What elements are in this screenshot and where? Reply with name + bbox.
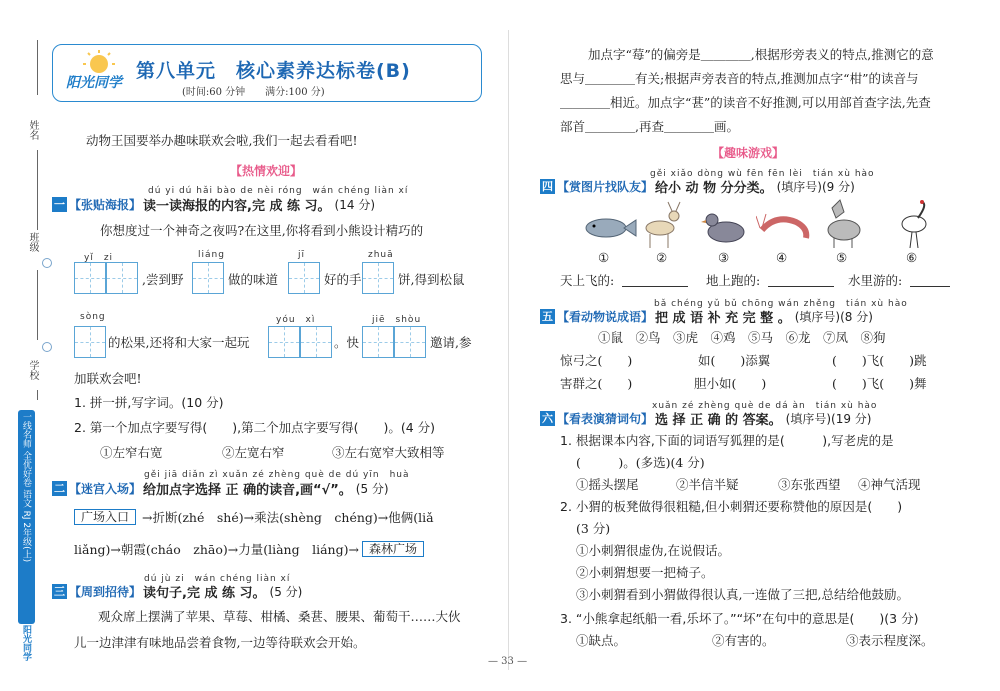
q6-sub2-option[interactable]: ③小刺猬看到小猬做得很认真,一连做了三把,总结给他鼓励。 bbox=[576, 587, 909, 602]
section-heading-games: 【趣味游戏】 bbox=[712, 146, 785, 160]
writing-boxes-youxi[interactable] bbox=[268, 326, 332, 362]
q3-heading bbox=[52, 582, 302, 601]
name-label: 姓名 bbox=[27, 120, 38, 140]
q5-heading bbox=[540, 307, 873, 326]
binding-strip bbox=[0, 0, 60, 691]
writing-box-ji[interactable] bbox=[288, 262, 320, 298]
q4-number: 四 bbox=[542, 180, 553, 193]
q6-sub3-option[interactable]: ③表示程度深。 bbox=[846, 633, 934, 648]
q6-sub2-line1: 2. 小猬的板凳做得很粗糙,但小刺猬还要称赞他的原因是( ) bbox=[560, 499, 903, 514]
q1-sub1: 1. 拼一拼,写字词。(10 分) bbox=[74, 395, 224, 410]
q1-instruction: 读一读海报的内容,完 成 练 习。 bbox=[143, 199, 331, 214]
maze-row2[interactable]: liǎng)→朝霞(cháo zhāo)→力量(liàng liáng)→ bbox=[74, 542, 359, 557]
logo-text: 阳光同学 bbox=[66, 75, 122, 91]
right-passage-line3: ＿＿＿＿相近。加点字“葚”的读音不好推测,可以用部首查字法,先查 bbox=[560, 95, 931, 110]
q6-sub1-option[interactable]: ①摇头摆尾 bbox=[576, 477, 639, 492]
passage-fragment: 好的手 bbox=[324, 272, 362, 287]
pigeon-icon bbox=[698, 206, 753, 250]
writing-box-song[interactable] bbox=[74, 326, 106, 362]
writing-box[interactable] bbox=[394, 326, 426, 358]
q1-passage-line1: 你想度过一个神奇之夜吗?在这里,你将看到小熊设计精巧的 bbox=[100, 223, 424, 238]
q5-pinyin: bǎ chéng yǔ bǔ chōng wán zhěng tián xù hào bbox=[654, 299, 908, 309]
animal-label: ⑤ bbox=[836, 250, 848, 265]
q6-sub2-line2: (3 分) bbox=[576, 521, 611, 536]
q6-sub2-option[interactable]: ①小刺猬很虚伪,在说假话。 bbox=[576, 543, 730, 558]
pinyin-zhua: zhuā bbox=[368, 250, 394, 260]
book-label: 一线名师 全优好卷 语文 RJ 2年级(上) bbox=[18, 410, 35, 624]
pinyin-song: sòng bbox=[80, 312, 106, 322]
q2-heading bbox=[52, 479, 389, 498]
page-subtitle: (时间:60 分钟 满分:100 分) bbox=[182, 87, 325, 98]
passage-line3: 加联欢会吧! bbox=[74, 371, 142, 386]
passage-fragment: 邀请,参 bbox=[430, 335, 472, 350]
q2-tag: 【迷宫入场】 bbox=[69, 482, 142, 496]
maze-end-box: 森林广场 bbox=[362, 541, 424, 557]
category-land-input[interactable] bbox=[768, 274, 834, 287]
q3-tag: 【周到招待】 bbox=[69, 585, 142, 599]
writing-box[interactable] bbox=[74, 326, 106, 358]
q1-option-3[interactable]: ③左右宽窄大致相等 bbox=[332, 445, 445, 460]
passage-fragment: ,尝到野 bbox=[142, 272, 184, 287]
q4-pinyin: gěi xiǎo dòng wù fēn fēn lèi tián xù hào bbox=[650, 169, 875, 179]
q5-score: (填序号)(8 分) bbox=[794, 310, 873, 324]
page-divider bbox=[508, 30, 509, 670]
animal-label: ⑥ bbox=[906, 250, 918, 265]
q1-option-1[interactable]: ①左窄右宽 bbox=[100, 445, 163, 460]
q6-sub3-option[interactable]: ①缺点。 bbox=[576, 633, 627, 648]
fish-icon bbox=[578, 200, 638, 250]
q3-score: (5 分) bbox=[269, 585, 303, 599]
binding-hole bbox=[42, 258, 52, 268]
passage-fragment: 做的味道 bbox=[228, 272, 279, 287]
q2-pinyin: gěi jiā diǎn zì xuǎn zé zhèng què de dú yīn huà bbox=[144, 470, 410, 480]
pinyin-youxi: yóu xì bbox=[276, 315, 316, 325]
q1-pinyin: dú yi dú hǎi bào de nèi róng wán chéng liàn xí bbox=[148, 186, 409, 196]
shrimp-icon bbox=[756, 210, 812, 246]
category-land-label: 地上跑的: bbox=[706, 273, 761, 288]
page-title: 第八单元 核心素养达标卷(B) bbox=[136, 60, 411, 82]
maze-start-box: 广场入口 bbox=[74, 509, 136, 525]
q1-number: 一 bbox=[54, 198, 65, 211]
q6-pinyin: xuǎn zé zhèng què de dá àn tián xù hào bbox=[652, 401, 878, 411]
category-water-label: 水里游的: bbox=[848, 273, 903, 288]
writing-box[interactable] bbox=[300, 326, 332, 358]
q6-sub1-option[interactable]: ②半信半疑 bbox=[676, 477, 739, 492]
q2-number: 二 bbox=[54, 482, 65, 495]
binding-hole bbox=[42, 342, 52, 352]
q4-heading bbox=[540, 177, 855, 196]
wolf-icon bbox=[818, 198, 870, 250]
writing-box[interactable] bbox=[192, 262, 224, 294]
intro-text: 动物王国要举办趣味联欢会啦,我们一起去看看吧! bbox=[86, 133, 358, 148]
q2-score: (5 分) bbox=[355, 482, 389, 496]
writing-box[interactable] bbox=[362, 326, 394, 358]
writing-box[interactable] bbox=[362, 262, 394, 294]
idiom-blank[interactable]: 胆小如( ) bbox=[694, 376, 767, 391]
q1-heading bbox=[52, 195, 375, 214]
pinyin-ji: jī bbox=[298, 250, 306, 260]
q5-number: 五 bbox=[542, 310, 553, 323]
writing-boxes-yizi[interactable] bbox=[74, 262, 138, 298]
animal-label: ① bbox=[598, 250, 610, 265]
q3-passage-line2: 儿一边津津有味地品尝着食物,一边等待联欢会开始。 bbox=[74, 635, 366, 650]
q1-option-2[interactable]: ②左宽右窄 bbox=[222, 445, 285, 460]
brand-label: 阳光同学 bbox=[21, 625, 31, 661]
idiom-blank[interactable]: ( )飞( )舞 bbox=[832, 376, 927, 391]
q2-instruction: 给加点字选择 正 确的读音,画“√”。 bbox=[143, 483, 352, 498]
q4-score: (填序号)(9 分) bbox=[776, 180, 855, 194]
q6-sub1-line2: ( )。(多选)(4 分) bbox=[576, 455, 705, 470]
deer-icon bbox=[636, 200, 686, 250]
writing-box[interactable] bbox=[74, 262, 106, 294]
q5-instruction: 把 成 语 补 充 完 整 。 bbox=[655, 311, 791, 326]
school-label: 学校 bbox=[27, 360, 38, 380]
writing-box-zhua[interactable] bbox=[362, 262, 394, 298]
q6-instruction: 选 择 正 确 的 答案。 bbox=[655, 413, 782, 428]
passage-fragment: 饼,得到松鼠 bbox=[398, 272, 465, 287]
idiom-blank[interactable]: 如( )添翼 bbox=[698, 353, 771, 368]
writing-box[interactable] bbox=[268, 326, 300, 358]
pinyin-liang: liáng bbox=[198, 250, 225, 260]
right-passage-line2: 思与＿＿＿＿有关;根据声旁表音的特点,推测加点字“柑”的读音与 bbox=[560, 71, 919, 86]
animal-label: ② bbox=[656, 250, 668, 265]
q3-number: 三 bbox=[54, 585, 65, 598]
page-number: — 33 — bbox=[488, 656, 528, 667]
q6-sub1-option[interactable]: ④神气活现 bbox=[858, 477, 921, 492]
passage-fragment: 的松果,还将和大家一起玩 bbox=[108, 335, 250, 350]
pinyin-yizi: yǐ zi bbox=[84, 253, 114, 263]
category-sky-input[interactable] bbox=[622, 274, 688, 287]
writing-box-liang[interactable] bbox=[192, 262, 224, 298]
idiom-blank[interactable]: 惊弓之( ) bbox=[560, 353, 633, 368]
q5-tag: 【看动物说成语】 bbox=[557, 310, 654, 324]
q6-number: 六 bbox=[542, 412, 553, 425]
q1-score: (14 分) bbox=[334, 198, 375, 212]
idiom-blank[interactable]: 害群之( ) bbox=[560, 376, 633, 391]
crane-icon bbox=[888, 198, 938, 250]
class-label: 班级 bbox=[27, 232, 38, 252]
q3-pinyin: dú jù zi wán chéng liàn xí bbox=[144, 574, 291, 584]
q1-sub2: 2. 第一个加点字要写得( ),第二个加点字要写得( )。(4 分) bbox=[74, 420, 436, 435]
q6-sub3-option[interactable]: ②有害的。 bbox=[712, 633, 775, 648]
q3-instruction: 读句子,完 成 练 习。 bbox=[143, 586, 266, 601]
q6-score: (填序号)(19 分) bbox=[785, 412, 872, 426]
right-passage-line4: 部首＿＿＿＿,再查＿＿＿＿画。 bbox=[560, 119, 739, 134]
writing-box[interactable] bbox=[288, 262, 320, 294]
animal-label: ④ bbox=[776, 250, 788, 265]
writing-boxes-jieshou[interactable] bbox=[362, 326, 426, 362]
q1-tag: 【张贴海报】 bbox=[69, 198, 142, 212]
right-passage-line1: 加点字“莓”的偏旁是＿＿＿＿,根据形旁表义的特点,推测它的意 bbox=[588, 47, 934, 62]
category-water-input[interactable] bbox=[910, 274, 950, 287]
q4-instruction: 给小 动 物 分分类。 bbox=[655, 181, 773, 196]
idiom-blank[interactable]: ( )飞( )跳 bbox=[832, 353, 927, 368]
q6-sub2-option[interactable]: ②小刺猬想要一把椅子。 bbox=[576, 565, 714, 580]
q6-sub3-line1: 3. “小熊拿起纸船一看,乐坏了。”“坏”在句中的意思是( )(3 分) bbox=[560, 611, 919, 626]
q4-tag: 【赏图片找队友】 bbox=[557, 180, 654, 194]
maze-row1[interactable]: →折断(zhé shé)→乘法(shèng chéng)→他俩(liǎ bbox=[142, 510, 434, 525]
writing-box[interactable] bbox=[106, 262, 138, 294]
q6-sub1-line1: 1. 根据课本内容,下面的词语写狐狸的是( ),写老虎的是 bbox=[560, 433, 894, 448]
animal-label: ③ bbox=[718, 250, 730, 265]
q6-heading bbox=[540, 409, 871, 428]
q6-sub1-option[interactable]: ③东张西望 bbox=[778, 477, 841, 492]
passage-fragment: 。快 bbox=[334, 335, 360, 350]
category-sky-label: 天上飞的: bbox=[560, 273, 615, 288]
q3-passage-line1: 观众席上摆满了苹果、草莓、柑橘、桑葚、腰果、葡萄干……大伙 bbox=[98, 609, 461, 624]
q6-tag: 【看表演猜词句】 bbox=[557, 412, 654, 426]
pinyin-jieshou: jiē shòu bbox=[372, 315, 422, 325]
section-heading-welcome: 【热情欢迎】 bbox=[230, 164, 303, 178]
q5-options: ①鼠 ②鸟 ③虎 ④鸡 ⑤马 ⑥龙 ⑦凤 ⑧狗 bbox=[598, 330, 886, 345]
